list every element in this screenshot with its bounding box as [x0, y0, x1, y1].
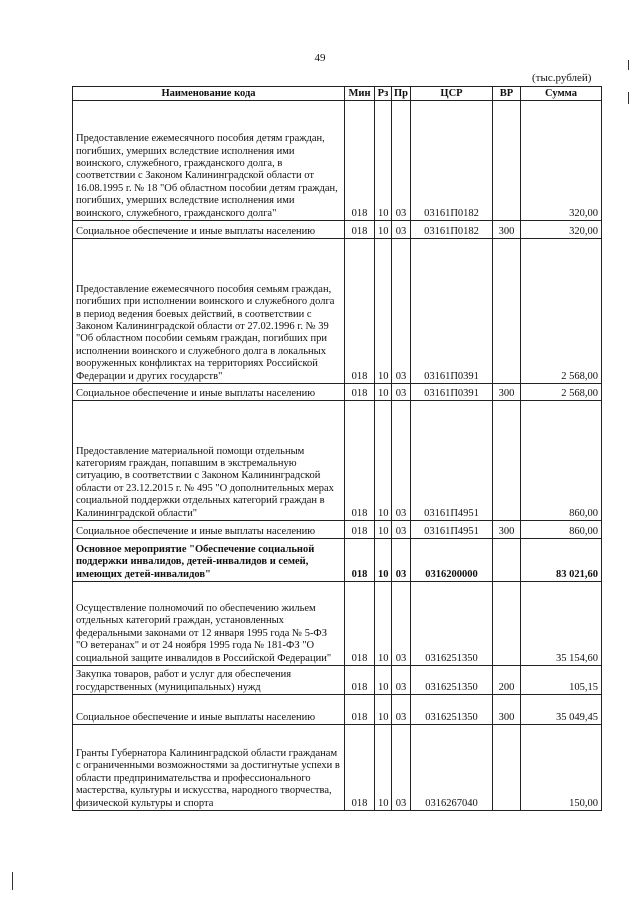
row-rz: 10	[375, 725, 392, 811]
row-rz: 10	[375, 239, 392, 384]
table-row	[73, 539, 602, 582]
table-row	[73, 695, 602, 725]
row-sum: 860,00	[521, 401, 602, 521]
header-csr: ЦСР	[411, 87, 493, 101]
row-pr: 03	[392, 695, 411, 725]
header-min: Мин	[345, 87, 375, 101]
table-row	[73, 401, 602, 521]
row-vr: 200	[493, 666, 521, 695]
row-min: 018	[345, 101, 375, 221]
row-pr: 03	[392, 384, 411, 401]
row-pr: 03	[392, 221, 411, 239]
row-pr: 03	[392, 539, 411, 582]
row-vr	[493, 101, 521, 221]
row-vr: 300	[493, 221, 521, 239]
row-pr: 03	[392, 521, 411, 539]
margin-mark	[12, 872, 13, 890]
row-vr	[493, 401, 521, 521]
table-row	[73, 384, 602, 401]
table-row	[73, 582, 602, 666]
row-min: 018	[345, 221, 375, 239]
row-rz: 10	[375, 401, 392, 521]
row-vr	[493, 725, 521, 811]
row-csr: 0316251350	[411, 695, 493, 725]
row-csr: 03161П0391	[411, 384, 493, 401]
header-vr: ВР	[493, 87, 521, 101]
table-body	[73, 101, 602, 811]
table-row	[73, 725, 602, 811]
header-name: Наименование кода	[73, 87, 345, 101]
row-csr: 03161П0182	[411, 101, 493, 221]
row-min: 018	[345, 582, 375, 666]
row-rz: 10	[375, 539, 392, 582]
row-rz: 10	[375, 582, 392, 666]
row-name: Предоставление ежемесячного пособия семьям граждан, погибших при исполнении воинского и служебного долга в период ведения боевых действий, в соответствии с Законом Калининградской области от 27.02.1996 г. № 39 "Об областном пособии семьям граждан, погибших при исполнении воинского и служебного долга в локальных вооруженных конфликтах на территориях Российской Федерации и других государств"	[73, 239, 345, 384]
row-min: 018	[345, 401, 375, 521]
row-name: Гранты Губернатора Калининградской области гражданам с ограниченными возможностями за достигнутые успехи в области предпринимательства и профессионального мастерства, культуры и искусства, народного творчества, физической культуры и спорта	[73, 725, 345, 811]
row-min: 018	[345, 666, 375, 695]
row-vr: 300	[493, 384, 521, 401]
row-csr: 0316251350	[411, 666, 493, 695]
header-rz: Рз	[375, 87, 392, 101]
table-row	[73, 521, 602, 539]
row-name: Основное мероприятие "Обеспечение социальной поддержки инвалидов, детей-инвалидов и семей, имеющих детей-инвалидов"	[73, 539, 345, 582]
row-rz: 10	[375, 221, 392, 239]
row-rz: 10	[375, 695, 392, 725]
row-csr: 03161П0182	[411, 221, 493, 239]
table-row	[73, 221, 602, 239]
row-name: Социальное обеспечение и иные выплаты населению	[73, 695, 345, 725]
page-number: 49	[314, 52, 326, 64]
row-rz: 10	[375, 101, 392, 221]
row-csr: 0316251350	[411, 582, 493, 666]
row-min: 018	[345, 521, 375, 539]
row-sum: 35 049,45	[521, 695, 602, 725]
row-rz: 10	[375, 521, 392, 539]
row-sum: 860,00	[521, 521, 602, 539]
row-min: 018	[345, 384, 375, 401]
units-label: (тыс.рублей)	[532, 72, 592, 84]
row-pr: 03	[392, 401, 411, 521]
row-sum: 320,00	[521, 221, 602, 239]
row-sum: 150,00	[521, 725, 602, 811]
row-min: 018	[345, 725, 375, 811]
row-csr: 0316267040	[411, 725, 493, 811]
row-name: Социальное обеспечение и иные выплаты населению	[73, 221, 345, 239]
row-csr: 0316200000	[411, 539, 493, 582]
row-vr	[493, 539, 521, 582]
row-vr: 300	[493, 695, 521, 725]
row-pr: 03	[392, 666, 411, 695]
row-name: Закупка товаров, работ и услуг для обеспечения государственных (муниципальных) нужд	[73, 666, 345, 695]
table-row	[73, 666, 602, 695]
row-vr	[493, 239, 521, 384]
row-sum: 320,00	[521, 101, 602, 221]
row-name: Социальное обеспечение и иные выплаты населению	[73, 521, 345, 539]
row-rz: 10	[375, 666, 392, 695]
row-rz: 10	[375, 384, 392, 401]
row-sum: 105,15	[521, 666, 602, 695]
row-name: Социальное обеспечение и иные выплаты населению	[73, 384, 345, 401]
margin-mark	[628, 92, 629, 104]
row-pr: 03	[392, 101, 411, 221]
row-pr: 03	[392, 582, 411, 666]
row-min: 018	[345, 695, 375, 725]
table-header-row	[73, 87, 602, 101]
row-sum: 2 568,00	[521, 239, 602, 384]
row-min: 018	[345, 539, 375, 582]
row-pr: 03	[392, 725, 411, 811]
row-csr: 03161П4951	[411, 401, 493, 521]
table-row	[73, 101, 602, 221]
row-min: 018	[345, 239, 375, 384]
row-csr: 03161П0391	[411, 239, 493, 384]
row-name: Осуществление полномочий по обеспечению жильем отдельных категорий граждан, установленных федеральными законами от 12 января 1995 года № 5-ФЗ "О ветеранах" и от 24 ноября 1995 года № 181-ФЗ "О социальной защите инвалидов в Российской Федерации"	[73, 582, 345, 666]
budget-table	[72, 86, 602, 811]
row-sum: 83 021,60	[521, 539, 602, 582]
row-name: Предоставление материальной помощи отдельным категориям граждан, попавшим в экстремальную ситуацию, в соответствии с Законом Калининградской области от 23.12.2015 г. № 495 "О дополнительных мерах социальной поддержки отдельных категорий граждан в Калининградской области"	[73, 401, 345, 521]
row-vr	[493, 582, 521, 666]
header-sum: Сумма	[521, 87, 602, 101]
row-name: Предоставление ежемесячного пособия детям граждан, погибших, умерших вследствие исполнения ими воинского, служебного, гражданского долга, в соответствии с Законом Калининградской области от 16.08.1995 г. № 18 "Об областном пособии детям граждан, погибших, умерших вследствие исполнения ими воинского, служебного, гражданского долга"	[73, 101, 345, 221]
row-pr: 03	[392, 239, 411, 384]
header-pr: Пр	[392, 87, 411, 101]
row-vr: 300	[493, 521, 521, 539]
margin-mark	[628, 60, 629, 70]
table-row	[73, 239, 602, 384]
row-sum: 2 568,00	[521, 384, 602, 401]
row-sum: 35 154,60	[521, 582, 602, 666]
row-csr: 03161П4951	[411, 521, 493, 539]
